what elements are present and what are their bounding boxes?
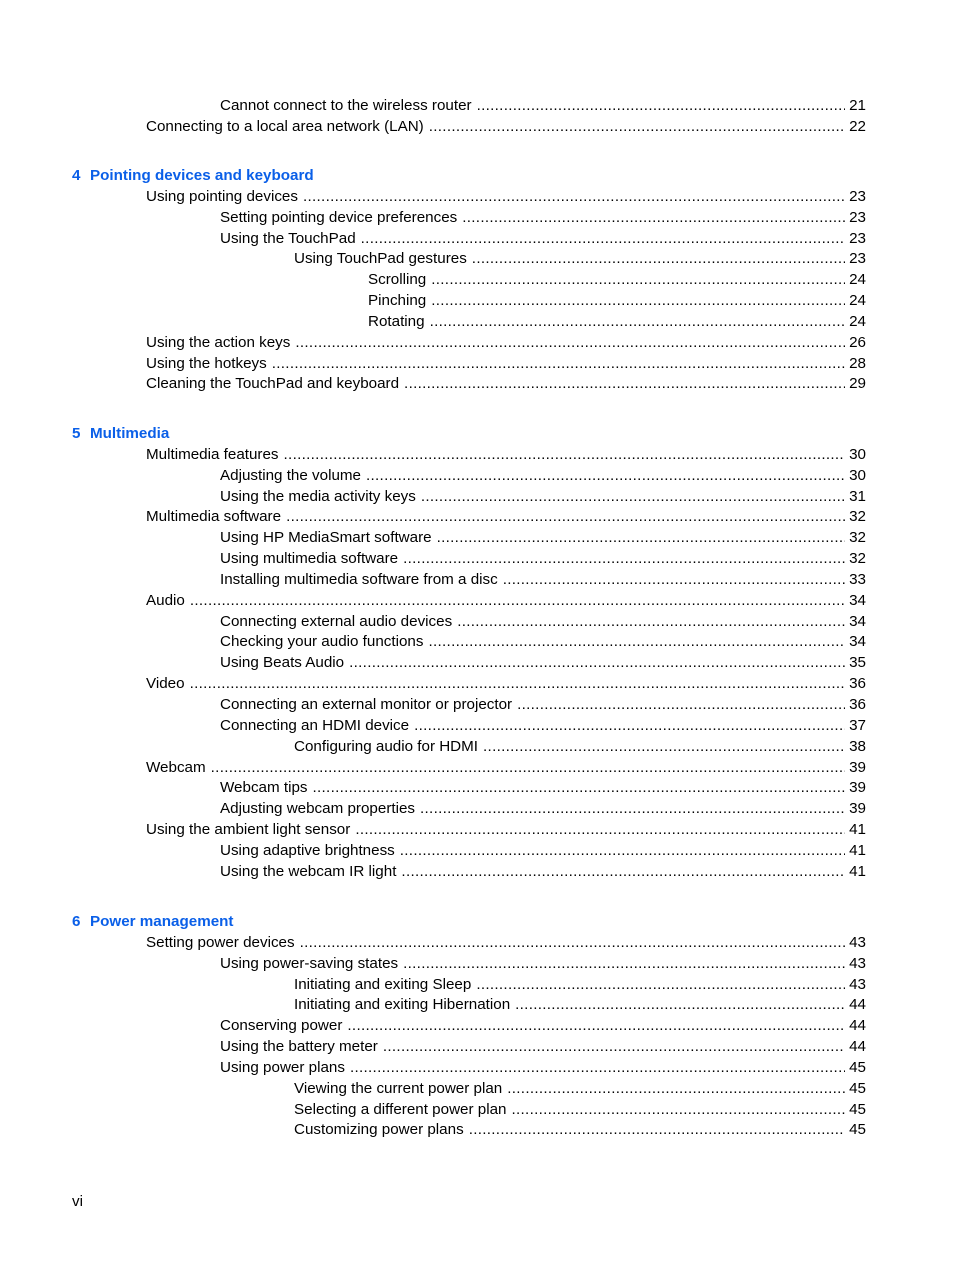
dot-leader (190, 674, 846, 695)
toc-entry-title: Using power plans (220, 1058, 345, 1076)
toc-entry-title: Cleaning the TouchPad and keyboard (146, 375, 400, 393)
toc-entry-title: Using adaptive brightness (220, 841, 395, 859)
toc-entry[interactable] (220, 841, 954, 862)
toc-entry-title: Connecting to a local area network (LAN) (146, 117, 424, 135)
toc-entry[interactable] (220, 208, 954, 229)
toc-entry[interactable] (220, 528, 954, 549)
toc-chapter-6-block (0, 912, 954, 1141)
dot-leader (414, 716, 845, 737)
toc-entry-page-number: 32 (849, 508, 866, 526)
toc-entry-title: Using the media activity keys (220, 487, 416, 505)
toc-entry[interactable] (220, 954, 954, 975)
dot-leader (431, 291, 845, 312)
toc-entry-title: Conserving power (220, 1017, 343, 1035)
dot-leader (404, 374, 845, 395)
toc-entry-title: Initiating and exiting Sleep (294, 975, 472, 993)
dot-leader (430, 312, 846, 333)
dot-leader (469, 1120, 845, 1141)
toc-entry[interactable] (294, 995, 954, 1016)
toc-entry[interactable] (146, 820, 954, 841)
toc-entry-page-number: 22 (849, 117, 866, 135)
dot-leader (472, 249, 845, 270)
toc-entry-title: Using the hotkeys (146, 354, 267, 372)
toc-entry[interactable] (220, 570, 954, 591)
toc-entry-title: Adjusting the volume (220, 466, 361, 484)
toc-entry[interactable] (294, 1120, 954, 1141)
toc-entry-page-number: 45 (849, 1121, 866, 1139)
toc-entry-title: Using power-saving states (220, 954, 399, 972)
toc-entry-page-number: 38 (849, 737, 866, 755)
toc-entry-title: Using TouchPad gestures (294, 250, 467, 268)
toc-entry-title: Checking your audio functions (220, 633, 424, 651)
toc-entry-title: Multimedia features (146, 445, 279, 463)
toc-entry[interactable] (294, 1079, 954, 1100)
toc-entry-page-number: 28 (849, 354, 866, 372)
dot-leader (437, 528, 846, 549)
dot-leader (401, 862, 845, 883)
toc-entry-title: Installing multimedia software from a disc (220, 570, 498, 588)
toc-entry[interactable] (220, 549, 954, 570)
dot-leader (431, 270, 845, 291)
toc-entry-title: Pinching (368, 292, 427, 310)
toc-entry-page-number: 39 (849, 800, 866, 818)
dot-leader (313, 778, 846, 799)
toc-entry[interactable] (146, 758, 954, 779)
toc-entry-title: Setting power devices (146, 933, 295, 951)
toc-entry-title: Scrolling (368, 271, 427, 289)
dot-leader (403, 954, 845, 975)
toc-entry-title: Connecting an HDMI device (220, 716, 410, 734)
toc-entry-title: Using pointing devices (146, 187, 298, 205)
dot-leader (366, 466, 845, 487)
dot-leader (457, 612, 845, 633)
toc-entry-title: Using HP MediaSmart software (220, 529, 432, 547)
toc-entry-page-number: 31 (849, 487, 866, 505)
toc-entry-title: Connecting an external monitor or projector (220, 695, 513, 713)
toc-entry[interactable] (146, 933, 954, 954)
toc-entry-title: Using the ambient light sensor (146, 821, 351, 839)
dot-leader (190, 591, 845, 612)
toc-entry-page-number: 30 (849, 445, 866, 463)
toc-entry-title: Adjusting webcam properties (220, 800, 416, 818)
toc-entry-title: Using the battery meter (220, 1038, 378, 1056)
toc-entry-title: Rotating (368, 312, 425, 330)
toc-entry[interactable] (220, 1016, 954, 1037)
toc-entry-page-number: 39 (849, 779, 866, 797)
toc-entry-title: Using multimedia software (220, 550, 399, 568)
toc-entry[interactable] (146, 187, 954, 208)
toc-entry-page-number: 32 (849, 550, 866, 568)
toc-entry-page-number: 41 (849, 841, 866, 859)
chapter-title: Pointing devices and keyboard (90, 167, 314, 184)
dot-leader (383, 1037, 845, 1058)
toc-entry[interactable] (146, 374, 954, 395)
toc-entry-title: Webcam tips (220, 779, 308, 797)
toc-entry-page-number: 41 (849, 862, 866, 880)
toc-entry-title: Configuring audio for HDMI (294, 737, 479, 755)
toc-entry-page-number: 36 (849, 675, 866, 693)
toc-entry[interactable] (220, 466, 954, 487)
dot-leader (349, 653, 845, 674)
dot-leader (400, 841, 845, 862)
toc-entry[interactable] (220, 799, 954, 820)
toc-entry-page-number: 44 (849, 1017, 866, 1035)
toc-entry-page-number: 23 (849, 229, 866, 247)
toc-entry-page-number: 35 (849, 654, 866, 672)
toc-entry[interactable] (294, 975, 954, 996)
toc-entry-page-number: 45 (849, 1058, 866, 1076)
toc-entry[interactable] (146, 507, 954, 528)
dot-leader (515, 995, 845, 1016)
dot-leader (211, 758, 845, 779)
toc-entry-page-number: 30 (849, 466, 866, 484)
toc-entry-page-number: 34 (849, 633, 866, 651)
toc-entry-page-number: 23 (849, 208, 866, 226)
dot-leader (420, 799, 845, 820)
toc-entry-page-number: 43 (849, 975, 866, 993)
toc-entry[interactable] (146, 445, 954, 466)
dot-leader (476, 975, 845, 996)
toc-entry-title: Using the action keys (146, 333, 291, 351)
chapter-number: 4 (72, 167, 81, 184)
dot-leader (477, 96, 846, 117)
toc-entry[interactable] (220, 695, 954, 716)
toc-entry-title: Using the webcam IR light (220, 862, 397, 880)
toc-entry-page-number: 34 (849, 591, 866, 609)
dot-leader (295, 333, 845, 354)
toc-entry-page-number: 44 (849, 1038, 866, 1056)
toc-entry[interactable] (368, 270, 954, 291)
toc-entry-page-number: 41 (849, 821, 866, 839)
dot-leader (303, 187, 845, 208)
toc-entry[interactable] (294, 737, 954, 758)
toc-entry[interactable] (220, 229, 954, 250)
toc-chapter-5-block (0, 424, 954, 883)
toc-entry[interactable] (146, 674, 954, 695)
toc-entry-title: Initiating and exiting Hibernation (294, 996, 511, 1014)
toc-entry-title: Cannot connect to the wireless router (220, 97, 472, 114)
chapter-heading-5[interactable] (72, 424, 954, 445)
toc-entry[interactable] (220, 96, 954, 117)
toc-entry[interactable] (220, 1058, 954, 1079)
chapter-number: 5 (72, 425, 81, 442)
toc-entry-page-number: 43 (849, 933, 866, 951)
toc-entry-title: Customizing power plans (294, 1121, 464, 1139)
dot-leader (347, 1016, 845, 1037)
toc-entry-page-number: 23 (849, 187, 866, 205)
toc-entry-page-number: 26 (849, 333, 866, 351)
dot-leader (361, 229, 845, 250)
toc-entry-title: Video (146, 675, 185, 693)
toc-entry[interactable] (220, 487, 954, 508)
toc-entry[interactable] (146, 354, 954, 375)
toc-entry[interactable] (368, 291, 954, 312)
toc-entry-title: Selecting a different power plan (294, 1100, 507, 1118)
dot-leader (503, 570, 845, 591)
toc-entry-title: Using the TouchPad (220, 229, 356, 247)
chapter-title: Power management (90, 913, 234, 930)
toc-entry-title: Webcam (146, 758, 206, 776)
toc-entry[interactable] (220, 716, 954, 737)
toc-entry-page-number: 24 (849, 271, 866, 289)
toc-entry-title: Connecting external audio devices (220, 612, 453, 630)
toc-entry-title: Multimedia software (146, 508, 282, 526)
toc-entry[interactable] (146, 117, 954, 138)
toc-entry[interactable] (146, 333, 954, 354)
toc-entry-page-number: 23 (849, 250, 866, 268)
toc-entry[interactable] (294, 1100, 954, 1121)
toc-entry-title: Using Beats Audio (220, 654, 345, 672)
chapter-title: Multimedia (90, 425, 170, 442)
toc-entry-page-number: 39 (849, 758, 866, 776)
toc-entry-page-number: 21 (849, 97, 866, 114)
dot-leader (462, 208, 845, 229)
toc-entry[interactable] (220, 862, 954, 883)
dot-leader (483, 737, 845, 758)
toc-entry[interactable] (368, 312, 954, 333)
toc-entry-page-number: 24 (849, 292, 866, 310)
toc-entry-page-number: 34 (849, 612, 866, 630)
toc-entry[interactable] (220, 632, 954, 653)
dot-leader (428, 632, 845, 653)
toc-entry[interactable] (220, 778, 954, 799)
dot-leader (350, 1058, 845, 1079)
toc-entry-page-number: 36 (849, 695, 866, 713)
toc-entry[interactable] (220, 1037, 954, 1058)
toc-entry-page-number: 43 (849, 954, 866, 972)
toc-entry[interactable] (146, 591, 954, 612)
dot-leader (421, 487, 845, 508)
toc-entry-title: Audio (146, 591, 185, 609)
toc-entry-page-number: 37 (849, 716, 866, 734)
toc-entry-page-number: 32 (849, 529, 866, 547)
toc-entry-page-number: 29 (849, 375, 866, 393)
toc-entry[interactable] (220, 612, 954, 633)
toc-entry[interactable] (220, 653, 954, 674)
toc-intro-block (0, 96, 954, 138)
dot-leader (300, 933, 846, 954)
dot-leader (284, 445, 846, 466)
dot-leader (272, 354, 845, 375)
toc-entry[interactable] (294, 249, 954, 270)
chapter-number: 6 (72, 913, 81, 930)
toc-entry-page-number: 44 (849, 996, 866, 1014)
toc-entry-title: Setting pointing device preferences (220, 208, 458, 226)
dot-leader (429, 117, 845, 138)
chapter-heading-6[interactable] (72, 912, 954, 933)
toc-entry-page-number: 33 (849, 570, 866, 588)
toc-entry-page-number: 24 (849, 312, 866, 330)
dot-leader (507, 1079, 845, 1100)
toc-entry-page-number: 45 (849, 1079, 866, 1097)
toc-chapter-4-block (0, 166, 954, 395)
toc-entry-title: Viewing the current power plan (294, 1079, 503, 1097)
toc-entry-page-number: 45 (849, 1100, 866, 1118)
dot-leader (517, 695, 845, 716)
chapter-heading-4[interactable] (72, 166, 954, 187)
dot-leader (403, 549, 845, 570)
dot-leader (286, 507, 845, 528)
dot-leader (511, 1100, 845, 1121)
dot-leader (355, 820, 845, 841)
page-number-footer: vi (72, 1193, 83, 1210)
